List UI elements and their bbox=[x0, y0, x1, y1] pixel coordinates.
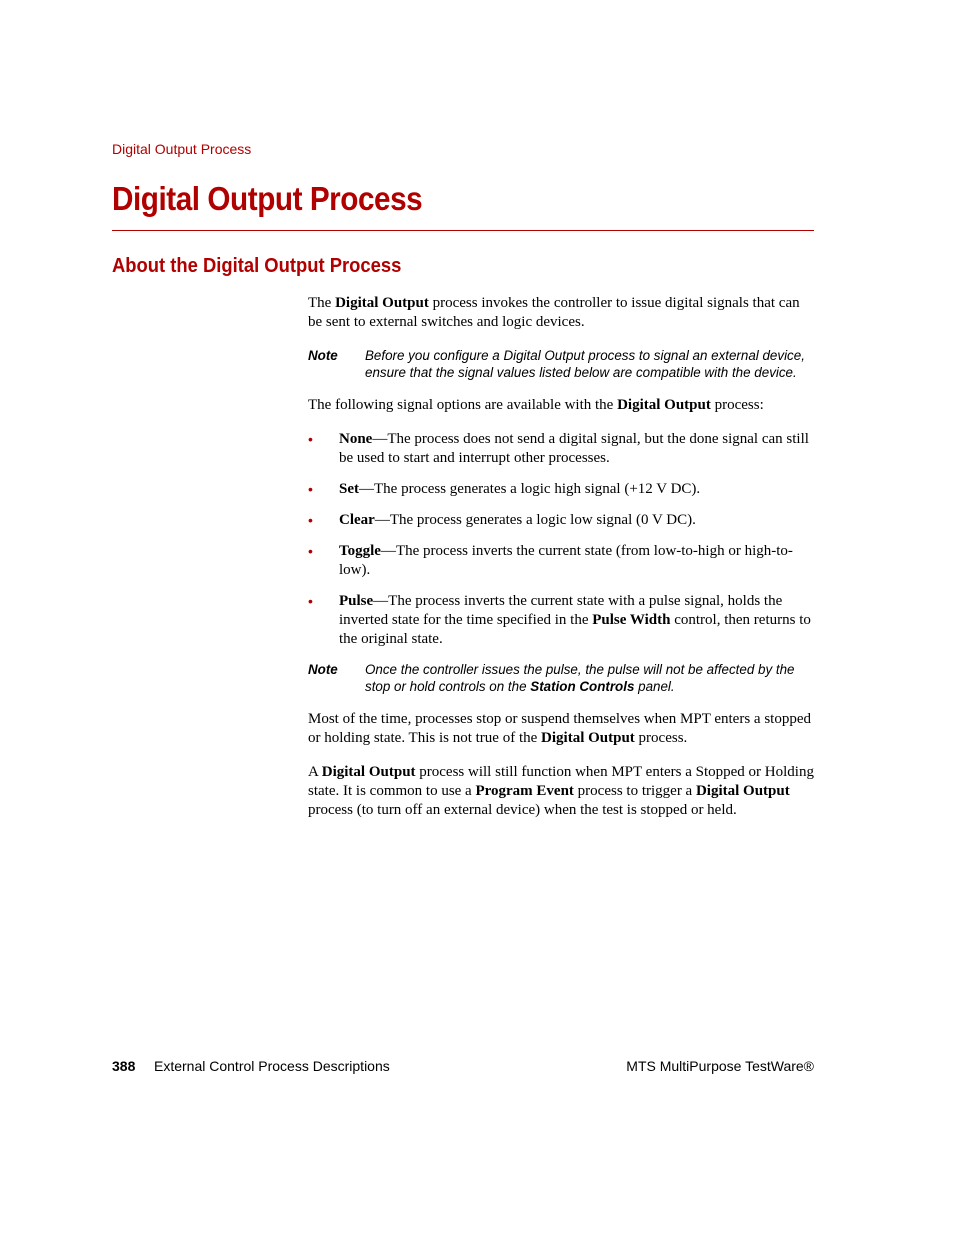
section-heading: About the Digital Output Process bbox=[112, 255, 402, 277]
list-item-pulse: • Pulse—The process inverts the current state with a pulse signal, holds the inverted state for the time specified in the Pulse Width control, then returns to the original state. bbox=[308, 593, 811, 647]
list-item-set: • Set—The process generates a logic high signal (+12 V DC). bbox=[308, 481, 701, 497]
bullet-icon: • bbox=[308, 431, 313, 447]
running-head: Digital Output Process bbox=[112, 141, 252, 157]
page-number: 388 bbox=[112, 1058, 136, 1074]
function-paragraph: A Digital Output process will still function when MPT enters a Stopped or Holding state. It is common to use a Program Event process to trigger a Digital Output process (to turn off an external device) when the test is stopped or held. bbox=[308, 764, 814, 818]
note-label: Note bbox=[308, 662, 338, 677]
bullet-icon: • bbox=[308, 593, 313, 609]
bullet-icon: • bbox=[308, 512, 313, 528]
note-pulse: Note Once the controller issues the pulse, the pulse will not be affected by the stop or hold controls on the Station Controls panel. bbox=[308, 662, 795, 694]
bullet-icon: • bbox=[308, 481, 313, 497]
footer-chapter: External Control Process Descriptions bbox=[154, 1058, 390, 1074]
footer-product: MTS MultiPurpose TestWare® bbox=[626, 1058, 814, 1074]
signal-options-list bbox=[308, 430, 814, 649]
page-title: Digital Output Process bbox=[112, 180, 423, 217]
note-label: Note bbox=[308, 348, 338, 363]
options-intro-paragraph: The following signal options are available with the Digital Output process: bbox=[308, 397, 764, 413]
stop-paragraph: Most of the time, processes stop or suspend themselves when MPT enters a stopped or holding state. This is not true of the Digital Output process. bbox=[308, 711, 811, 746]
body-content bbox=[308, 294, 814, 835]
note-configure bbox=[308, 347, 814, 381]
bullet-icon: • bbox=[308, 543, 313, 559]
intro-paragraph: The Digital Output process invokes the controller to issue digital signals that can be sent to external switches and logic devices. bbox=[308, 295, 800, 330]
list-item-clear: • Clear—The process generates a logic low signal (0 V DC). bbox=[308, 512, 696, 528]
note-text: Before you configure a Digital Output process to signal an external device, ensure that the signal values listed below are compatible with the device. bbox=[365, 348, 805, 380]
title-rule bbox=[112, 230, 814, 231]
list-item-none: • None—The process does not send a digital signal, but the done signal can still be used to start and interrupt other processes. bbox=[308, 431, 809, 466]
list-item-toggle: • Toggle—The process inverts the current state (from low-to-high or high-to-low). bbox=[308, 543, 793, 578]
